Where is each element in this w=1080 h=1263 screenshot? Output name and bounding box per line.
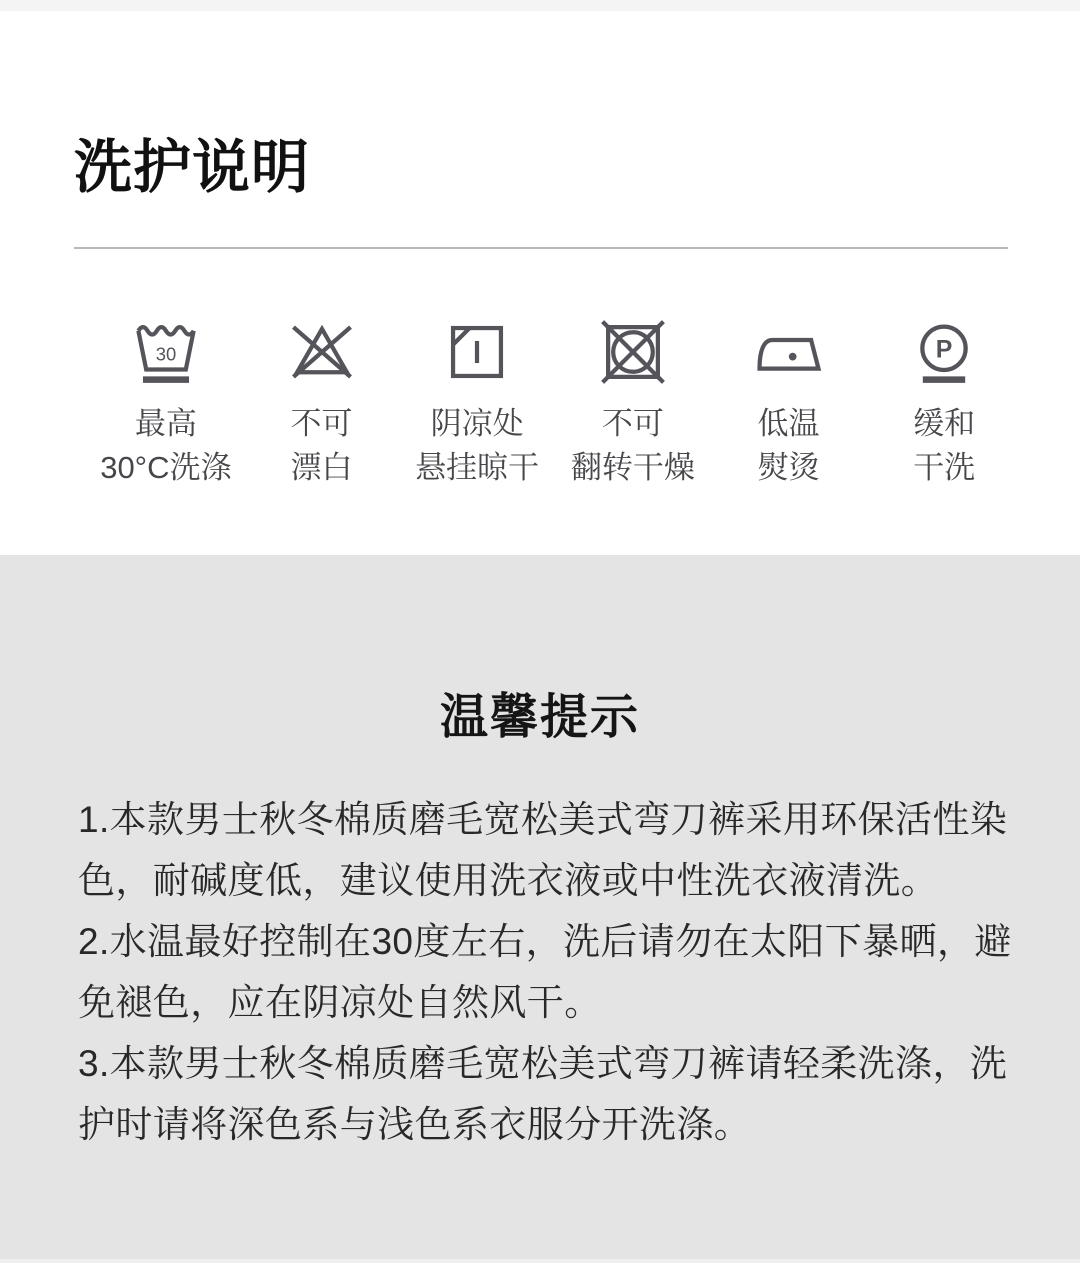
care-label: 最高 30°C洗涤 (100, 406, 232, 485)
care-item-shade-dry (399, 317, 555, 490)
wash-temp-number: 30 (155, 343, 177, 365)
divider-line (74, 247, 1008, 249)
care-label: 低温 熨烫 (757, 406, 820, 485)
tips-body (78, 789, 1020, 1155)
top-strip (0, 0, 1080, 11)
page-title: 洗护说明 (74, 135, 311, 200)
shade-hang-dry-icon (438, 317, 516, 387)
gentle-dry-clean-icon (905, 317, 983, 387)
tip-3-line-1: 3.本款男士秋冬棉质磨毛宽松美式弯刀裤请轻柔洗涤，洗 (78, 1043, 1008, 1084)
tip-2-line-2: 免褪色，应在阴凉处自然风干。 (78, 982, 602, 1023)
tip-2-line-1: 2.水温最好控制在30度左右，洗后请勿在太阳下暴晒，避 (78, 921, 1012, 962)
wash-30-icon (127, 317, 205, 387)
care-item-no-bleach (244, 317, 400, 490)
care-item-wash-30 (88, 317, 244, 490)
care-label: 不可 翻转干燥 (570, 406, 695, 485)
care-item-iron-low (711, 317, 867, 490)
tip-3-line-2: 护时请将深色系与浅色系衣服分开洗涤。 (78, 1104, 752, 1145)
dry-clean-letter: P (935, 335, 953, 364)
do-not-bleach-icon (283, 317, 361, 387)
bottom-strip (0, 1259, 1080, 1263)
do-not-tumble-dry-icon (594, 317, 672, 387)
care-item-dry-clean (866, 317, 1022, 490)
tip-1-line-1: 1.本款男士秋冬棉质磨毛宽松美式弯刀裤采用环保活性染 (78, 799, 1008, 840)
care-symbols-row (88, 317, 1022, 490)
care-item-no-tumble-dry (555, 317, 711, 490)
care-label: 不可 漂白 (290, 406, 353, 485)
tip-1-line-2: 色，耐碱度低，建议使用洗衣液或中性洗衣液清洗。 (78, 860, 939, 901)
tips-section (0, 555, 1080, 1263)
iron-low-temp-icon (750, 317, 828, 387)
care-label: 缓和 干洗 (913, 406, 976, 485)
care-label: 阴凉处 悬挂晾干 (415, 406, 540, 485)
tips-title: 温馨提示 (439, 691, 640, 744)
